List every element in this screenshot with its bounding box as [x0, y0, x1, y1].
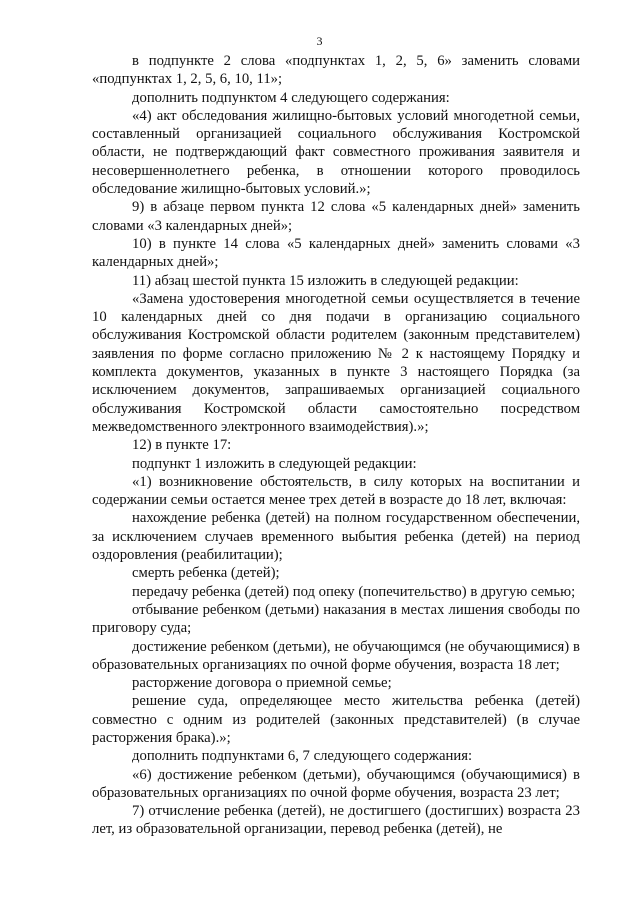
paragraph: 12) в пункте 17:: [132, 437, 232, 454]
paragraph: дополнить подпунктом 4 следующего содержания:: [132, 89, 450, 106]
paragraph: подпункт 1 изложить в следующей редакции:: [132, 455, 417, 472]
paragraph: передачу ребенка (детей) под опеку (попечительство) в другую семью;: [132, 583, 576, 600]
paragraph: «6) достижение ребенком (детьми), обучающимся (обучающимися) в образовательных организациях по очной форме обучения, возраста 23 лет;: [92, 766, 580, 801]
paragraph: дополнить подпунктами 6, 7 следующего содержания:: [132, 748, 473, 765]
paragraph: смерть ребенка (детей);: [132, 565, 280, 582]
paragraph: решение суда, определяющее место жительства ребенка (детей) совместно с одним из родителей (законных представителей) (в случае расторжения брака).»;: [92, 693, 580, 746]
paragraph: 11) абзац шестой пункта 15 изложить в следующей редакции:: [132, 272, 519, 289]
page-number: 3: [316, 34, 323, 48]
paragraph: «1) возникновение обстоятельств, в силу которых на воспитании и содержании семьи остается менее трех детей в возрасте до 18 лет, включая:: [92, 473, 580, 509]
paragraph: достижение ребенком (детьми), не обучающимся (не обучающимися) в образовательных организациях по очной форме обучения, возраста 18 лет;: [92, 638, 580, 673]
paragraph: расторжение договора о приемной семье;: [132, 675, 392, 692]
paragraph: 9) в абзаце первом пункта 12 слова «5 календарных дней» заменить словами «3 календарных дней»;: [92, 199, 580, 234]
paragraph: нахождение ребенка (детей) на полном государственном обеспечении, за исключением случаев временного выбытия ребенка (детей) на период оздоровления (реабилитации);: [92, 510, 580, 564]
paragraph: «Замена удостоверения многодетной семьи осуществляется в течение 10 календарных дней со дня подачи в организацию социального обслуживания Костромской области родителем (законным представителем) заявления по форме согласно приложению № 2 к настоящему Порядку и комплекта документов, указанных в пункте 3 настоящего Порядка (за исключением документов, запрашиваемых организацией социального обслуживания Костромской области самостоятельно посредством межведомственного электронного взаимодействия).»;: [92, 290, 580, 435]
document-body: [92, 52, 580, 839]
paragraph: 7) отчисление ребенка (детей), не достигшего (достигших) возраста 23 лет, из образовательной организации, перевод ребенка (детей), не: [92, 803, 580, 838]
paragraph: 10) в пункте 14 слова «5 календарных дней» заменить словами «3 календарных дней»;: [92, 235, 580, 271]
paragraph: отбывание ребенком (детьми) наказания в местах лишения свободы по приговору суда;: [92, 601, 580, 637]
paragraph: в подпункте 2 слова «подпунктах 1, 2, 5, 6» заменить словами «подпунктах 1, 2, 5, 6, 10, 11»;: [92, 53, 580, 88]
paragraph: «4) акт обследования жилищно-бытовых условий многодетной семьи, составленный организацией социального обслуживания Костромской области, не подтверждающий факт совместного проживания заявителя и несовершеннолетнего ребенка, в отношении которого проводилось обследование жилищно-бытовых условий.»;: [92, 107, 580, 198]
